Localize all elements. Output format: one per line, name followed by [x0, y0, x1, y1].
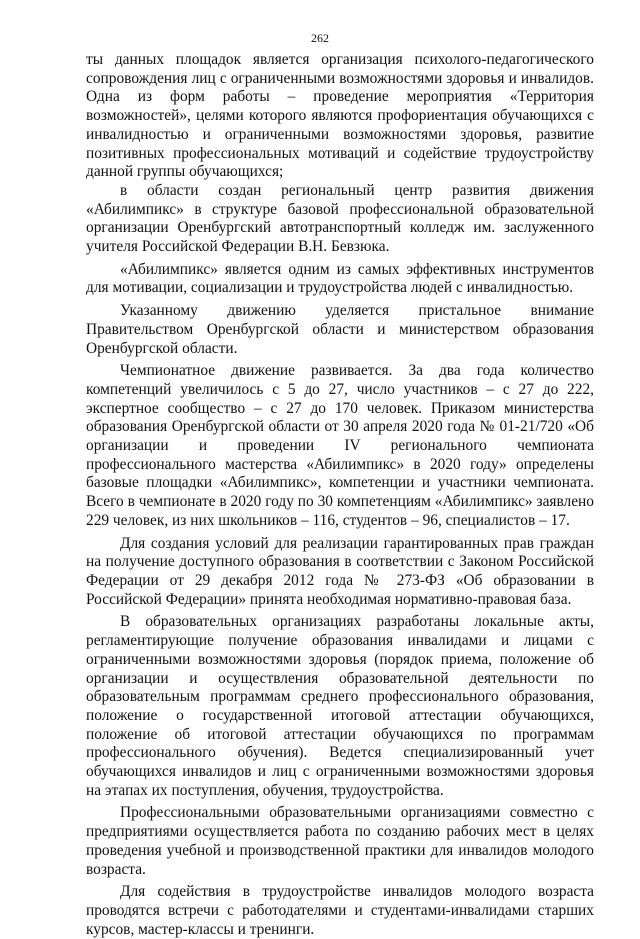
- paragraph-6: Для создания условий для реализации гарантированных прав граждан на получение доступного образования в соответствии с Законом Российской Федерации от 29 декабря 2012 года № 273-ФЗ «Об образовании в Российской Федерации» принята необходимая нормативно-правовая база.: [86, 534, 594, 608]
- paragraph-1: ты данных площадок является организация психолого-педагогического сопровождения лиц с ограниченными возможностями здоровья и инвалидов. Одна из форм работы – проведение мероприятия «Территория возможностей», целями которого являются профориентация обучающихся с инвалидностью и ограниченными возможностями здоровья, развитие позитивных профессиональных мотиваций и содействие трудоустройству данной группы обучающихся;: [86, 51, 594, 181]
- paragraph-7: В образовательных организациях разработаны локальные акты, регламентирующие получение образования инвалидами и лицами с ограниченными возможностями здоровья (порядок приема, положение об организации и осуществления образовательной деятельности по образовательным программам среднего профессионального образования, положение о государственной итоговой аттестации обучающихся, положение об итоговой аттестации обучающихся по программам профессионального обучения). Ведется специализированный учет обучающихся инвалидов и лиц с ограниченными возможностями здоровья на этапах их поступления, обучения, трудоустройства.: [86, 613, 594, 799]
- paragraph-8: Профессиональными образовательными организациями совместно с предприятиями осуществляется работа по созданию рабочих мест в целях проведения учебной и производственной практики для инвалидов молодого возраста.: [86, 804, 594, 878]
- page-number: 262: [311, 31, 329, 45]
- paragraph-2: в области создан региональный центр развития движения «Абилимпикс» в структуре базовой профессиональной образовательной организации Оренбургский автотранспортный колледж им. заслуженного учителя Российской Федерации В.Н. Бевзюка.: [86, 181, 594, 256]
- paragraph-4: Указанному движению уделяется пристальное внимание Правительством Оренбургской области и министерством образования Оренбургской области.: [86, 302, 594, 357]
- paragraph-3: «Абилимпикс» является одним из самых эффективных инструментов для мотивации, социализации и трудоустройства людей с инвалидностью.: [86, 260, 594, 297]
- body-text: [86, 51, 594, 939]
- paragraph-9: Для содействия в трудоустройстве инвалидов молодого возраста проводятся встречи с работодателями и студентами-инвалидами старших курсов, мастер-классы и тренинги.: [86, 883, 594, 938]
- paragraph-5: Чемпионатное движение развивается. За два года количество компетенций увеличилось с 5 до 27, число участников – с 27 до 222, экспертное сообщество – с 27 до 170 человек. Приказом министерства образования Оренбургской области от 30 апреля 2020 года № 01-21/720 «Об организации и проведении IV регионального чемпионата профессионального мастерства «Абилимпикс» в 2020 году» определены базовые площадки «Абилимпикс», компетенции и участники чемпионата. Всего в чемпионате в 2020 году по 30 компетенциям «Абилимпикс» заявлено 229 человек, из них школьников – 116, студентов – 96, специалистов – 17.: [86, 362, 594, 529]
